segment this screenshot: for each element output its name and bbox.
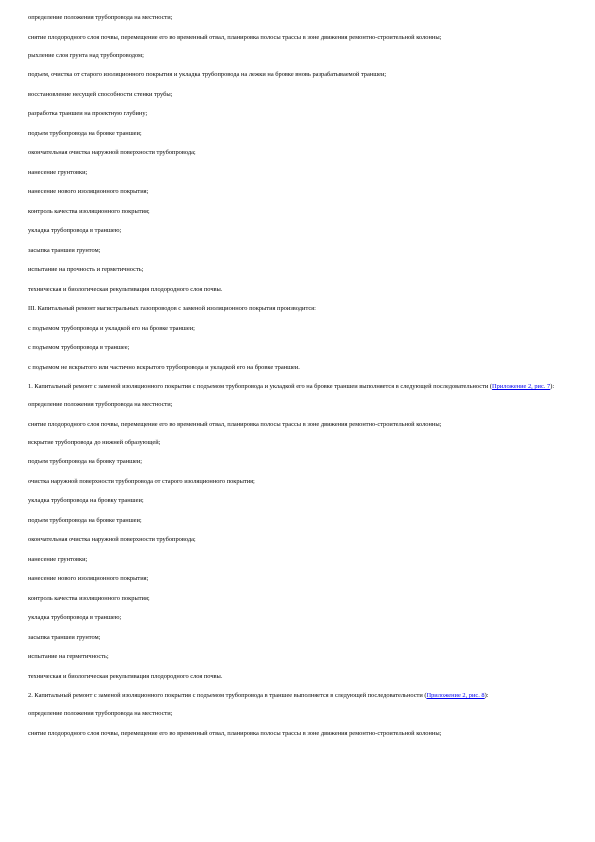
paragraph: нанесение нового изоляционного покрытия; — [28, 188, 149, 195]
numbered-paragraph — [28, 383, 568, 391]
paragraph: нанесение грунтовки; — [28, 168, 88, 176]
paragraph: разработка траншеи на проектную глубину; — [28, 110, 148, 117]
paragraph: с подъемом трубопровода в траншее; — [28, 344, 130, 351]
paragraph: нанесение грунтовки; — [28, 555, 88, 563]
paragraph: засыпка траншеи грунтом; — [28, 246, 101, 254]
section-heading: III. Капитальный ремонт магистральных газопроводов с заменой изоляционного покрытия производится: — [28, 305, 316, 312]
paragraph-text-end: ): — [550, 383, 555, 390]
paragraph: определение положения трубопровода на местности; — [28, 14, 173, 21]
paragraph: подъем трубопровода на бровке траншеи; — [28, 129, 142, 137]
paragraph: окончательная очистка наружной поверхности трубопровода; — [28, 149, 196, 156]
paragraph: укладка трубопровода в траншею; — [28, 227, 122, 234]
paragraph: контроль качества изоляционного покрытия; — [28, 207, 150, 215]
paragraph: нанесение нового изоляционного покрытия; — [28, 575, 149, 582]
paragraph: техническая и биологическая рекультивация плодородного слоя почвы. — [28, 285, 223, 293]
paragraph-text: 2. Капитальный ремонт с заменой изоляционного покрытия с подъемом трубопровода в траншее выполняется в следующей последовательности ( — [28, 692, 427, 699]
paragraph: с подъемом не вскрытого или частично вскрытого трубопровода и укладкой его на бровке траншеи. — [28, 363, 300, 371]
paragraph: подъем трубопровода на бровку траншеи; — [28, 458, 143, 465]
numbered-paragraph — [28, 692, 568, 700]
paragraph: испытание на прочность и герметичность; — [28, 266, 144, 273]
appendix-link[interactable]: Приложение 2, рис. 7 — [492, 383, 551, 390]
paragraph: испытание на герметичность; — [28, 653, 109, 660]
paragraph: снятие плодородного слоя почвы, перемещение его во временный отвал, планировка полосы трассы в зоне движения ремонтно-строительной колонны; — [28, 729, 442, 737]
paragraph-text: 1. Капитальный ремонт с заменой изоляционного покрытия с подъемом трубопровода и укладкой его на бровке траншеи выполняется в следующей последовательности ( — [28, 383, 493, 390]
paragraph: восстановление несущей способности стенки трубы; — [28, 90, 173, 98]
paragraph: рыхление слоя грунта над трубопроводом; — [28, 51, 144, 59]
paragraph: снятие плодородного слоя почвы, перемещение его во временный отвал, планировка полосы трассы в зоне движения ремонтно-строительной колонны; — [28, 33, 442, 41]
paragraph-text-end: ): — [484, 692, 489, 699]
paragraph: вскрытие трубопровода до нижней образующей; — [28, 438, 161, 446]
paragraph: подъем, очистка от старого изоляционного покрытия и укладка трубопровода на лежки на бровке вновь разрабатываемой траншеи; — [28, 71, 387, 78]
paragraph: техническая и биологическая рекультивация плодородного слоя почвы. — [28, 672, 223, 680]
paragraph: очистка наружной поверхности трубопровода от старого изоляционного покрытия; — [28, 477, 255, 485]
paragraph: определение положения трубопровода на местности; — [28, 710, 173, 717]
paragraph: определение положения трубопровода на местности; — [28, 401, 173, 408]
paragraph: подъем трубопровода на бровке траншеи; — [28, 516, 142, 524]
paragraph: окончательная очистка наружной поверхности трубопровода; — [28, 536, 196, 543]
paragraph: засыпка траншеи грунтом; — [28, 633, 101, 641]
paragraph: укладка трубопровода на бровку траншеи; — [28, 497, 144, 504]
paragraph: снятие плодородного слоя почвы, перемещение его во временный отвал, планировка полосы трассы в зоне движения ремонтно-строительной колонны; — [28, 420, 442, 428]
paragraph: с подъемом трубопровода и укладкой его на бровке траншеи; — [28, 324, 195, 332]
paragraph: контроль качества изоляционного покрытия; — [28, 594, 150, 602]
paragraph: укладка трубопровода в траншею; — [28, 614, 122, 621]
appendix-link[interactable]: Приложение 2, рис. 8 — [426, 692, 485, 699]
document-page — [28, 14, 568, 748]
